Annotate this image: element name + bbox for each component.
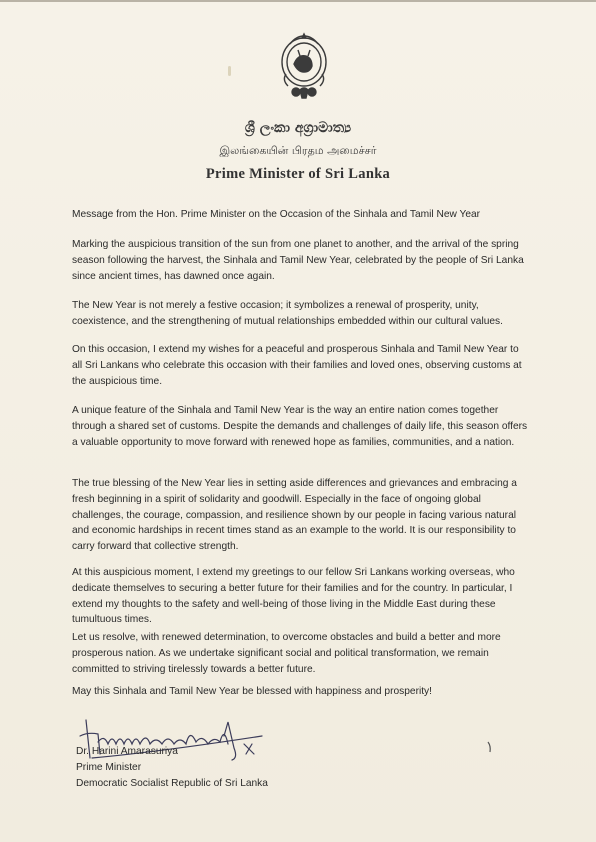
letter-paragraph: A unique feature of the Sinhala and Tamil New Year is the way an entire nation comes together through a shared set of customs. Despite the demands and challenges of daily life, this season offers a valuable opportunity to move forward with renewed hope as families, communities, and a nation. bbox=[72, 405, 528, 448]
letter-closing-line: May this Sinhala and Tamil New Year be blessed with happiness and prosperity! bbox=[72, 686, 432, 697]
signoff-block bbox=[76, 744, 376, 792]
letter-subject: Message from the Hon. Prime Minister on the Occasion of the Sinhala and Tamil New Year bbox=[72, 209, 481, 220]
letter-paragraph: The New Year is not merely a festive occasion; it symbolizes a renewal of prosperity, unity, coexistence, and the strengthening of mutual relationships embedded within our cultural values. bbox=[72, 300, 503, 327]
signatory-name: Dr. Harini Amarasuriya bbox=[76, 746, 178, 757]
paper-speck bbox=[228, 66, 231, 76]
pen-mark-icon bbox=[486, 740, 494, 754]
header-english-title: Prime Minister of Sri Lanka bbox=[205, 166, 391, 182]
sri-lanka-emblem-icon bbox=[276, 28, 332, 102]
letter-paragraph: On this occasion, I extend my wishes for a peaceful and prosperous Sinhala and Tamil New Year to all Sri Lankans who celebrate this occasion with their families and loved ones, observing customs at the auspicious time. bbox=[72, 344, 522, 387]
top-border bbox=[0, 0, 596, 2]
letter-paragraph: The true blessing of the New Year lies in setting aside differences and grievances and embracing a fresh beginning in a spirit of solidarity and goodwill. Especially in the face of ongoing global challenges, the courage, compassion, and resilience shown by our people in facing various natural and economic hardships in recent times stand as an example to the world. It is our responsibility to carry forward that collective strength. bbox=[72, 478, 517, 553]
letter-paragraph: At this auspicious moment, I extend my greetings to our fellow Sri Lankans working overseas, who dedicate themselves to securing a better future for their families and for the country. In particular, I extend my thoughts to the safety and well-being of those living in the Middle East during these tumultuous times. bbox=[72, 567, 515, 626]
header-sinhala-title: ශ්‍රී ලංකා අග්‍රාමාත්‍ය bbox=[244, 120, 352, 136]
letter-paragraph: Let us resolve, with renewed determination, to overcome obstacles and build a better and more prosperous nation. As we undertake significant social and political transformation, we remain committed to striving tirelessly towards a better future. bbox=[72, 632, 501, 675]
signatory-title: Prime Minister bbox=[76, 762, 142, 773]
letter-paragraph: Marking the auspicious transition of the sun from one planet to another, and the arrival of the spring season following the harvest, the Sinhala and Tamil New Year, celebrated by the people of Sri Lanka since ancient times, has dawned once again. bbox=[72, 239, 524, 282]
header-tamil-title: இலங்கையின் பிரதம அமைச்சர் bbox=[219, 144, 377, 157]
signatory-country: Democratic Socialist Republic of Sri Lanka bbox=[76, 778, 268, 789]
